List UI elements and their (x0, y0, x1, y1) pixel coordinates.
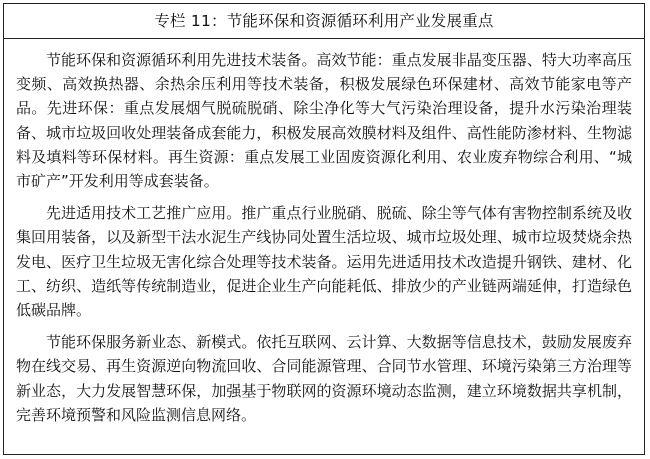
box-body (4, 39, 644, 427)
paragraph-technology: 先进适用技术工艺推广应用。推广重点行业脱硝、脱硫、除尘等气体有害物控制系统及收集回用装备，以及新型干法水泥生产线协同处置生活垃圾、城市垃圾处理、城市垃圾焚烧余热发电、医疗卫生垃圾无害化综合处理等技术装备。运用先进适用技术改造提升钢铁、建材、化工、纺织、造纸等传统制造业，促进企业生产向能耗低、排放少的产业链两端延伸，打造绿色低碳品牌。 (16, 204, 632, 320)
feature-box (3, 3, 645, 455)
paragraph-equipment: 节能环保和资源循环利用先进技术装备。高效节能：重点发展非晶变压器、特大功率高压变频、高效换热器、余热余压利用等技术装备，积极发展绿色环保建材、高效节能家电等产品。先进环保：重点发展烟气脱硫脱硝、除尘净化等大气污染治理设备，提升水污染治理装备、城市垃圾回收处理装备成套能力，积极发展高效膜材料及组件、高性能防渗材料、生物滤料及填料等环保材料。再生资源：重点发展工业固废资源化利用、农业废弃物综合利用、“城市矿产”开发利用等成套装备。 (16, 51, 632, 191)
paragraph-services: 节能环保服务新业态、新模式。依托互联网、云计算、大数据等信息技术，鼓励发展废弃物在线交易、再生资源逆向物流回收、合同能源管理、合同节水管理、环境污染第三方治理等新业态，大力发展智慧环保，加强基于物联网的资源环境动态监测，建立环境数据共享机制，完善环境预警和风险监测信息网络。 (16, 333, 632, 424)
box-title: 专栏 11：节能环保和资源循环利用产业发展重点 (4, 4, 644, 39)
